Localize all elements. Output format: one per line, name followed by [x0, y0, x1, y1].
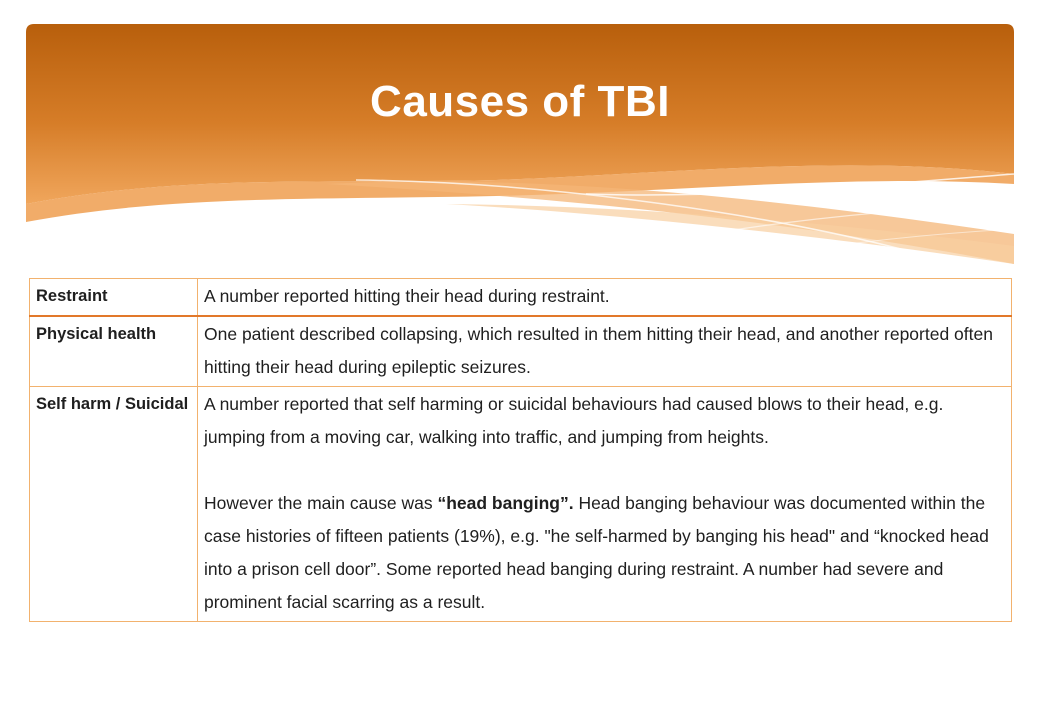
row-label-restraint: Restraint — [30, 279, 198, 317]
table-row — [30, 279, 1012, 317]
para2-intro: However the main cause was — [204, 493, 438, 513]
row-text-restraint: A number reported hitting their head during restraint. — [198, 279, 1012, 317]
table-row — [30, 387, 1012, 622]
slide-title: Causes of TBI — [370, 77, 670, 126]
para2-body: Head banging behaviour was documented within the case histories of fifteen patients (19%), e.g. "he self-harmed by banging his head" and “knocked head into a prison cell door”. Some reported head banging during restraint. A number had severe and prominent facial scarring as a result. — [204, 493, 989, 612]
title-banner — [26, 24, 1014, 264]
causes-table — [29, 278, 1012, 622]
table-row — [30, 316, 1012, 387]
self-harm-paragraph-2 — [204, 487, 1005, 619]
row-text-self-harm — [198, 387, 1012, 622]
row-label-physical-health: Physical health — [30, 316, 198, 387]
head-banging-emphasis: “head banging”. — [437, 493, 574, 513]
self-harm-paragraph-1: A number reported that self harming or suicidal behaviours had caused blows to their head, e.g. jumping from a moving car, walking into traffic, and jumping from heights. — [204, 394, 944, 447]
row-text-physical-health: One patient described collapsing, which resulted in them hitting their head, and another reported often hitting their head during epileptic seizures. — [198, 316, 1012, 387]
row-label-self-harm: Self harm / Suicidal — [30, 387, 198, 622]
banner-swoosh-graphic — [26, 24, 1014, 264]
